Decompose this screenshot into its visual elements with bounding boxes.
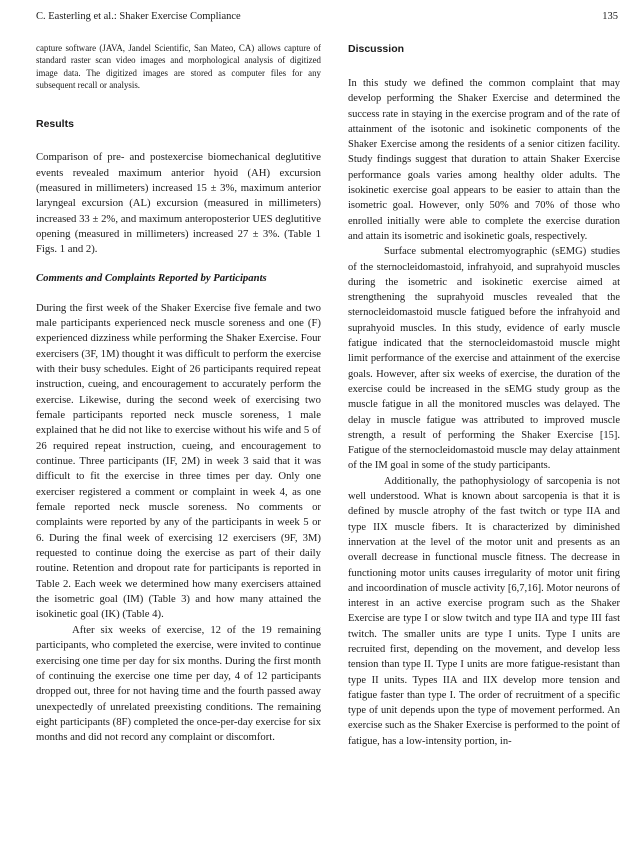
running-head (36, 9, 618, 25)
discussion-heading: Discussion (348, 43, 405, 55)
results-heading: Results (36, 118, 74, 131)
left-column (36, 42, 321, 853)
page-number: 135 (602, 11, 618, 22)
methods-continuation-paragraph: capture software (JAVA, Jandel Scientific, San Mateo, CA) allows capture of standard raster scan video images and morphological analysis of digitized image data. The digitized images are stored as computer files for any subsequent recall or analysis. (36, 43, 321, 90)
comments-subheading: Comments and Complaints Reported by Participants (36, 271, 267, 284)
discussion-paragraph-3: Additionally, the pathophysiology of sarcopenia is not well understood. What is known about sarcopenia is that it is defined by muscle atrophy of the fast twitch or type IIA and type IIX muscle fibers. It is characterized by diminished innervation at the level of the motor unit and presents as an overall decrease in functional muscle fitness. The decrease in functioning motor units causes irregularity of motor unit firing and incoordination of muscle activity [6,7,16]. Motor neurons of interest in an active exercise program such as the Shaker Exercise are type I or slow twitch and type IIA and type III fast twitch. The smaller units are type I units. Type I units are recruited first, depending on the movement, and develop less tension than type II. Type I units are more fatigue-resistant than type II units. Types IIA and IIX develop more tension and fatigue faster than type I. The order of recruitment of a specific type of unit depends upon the type of movement performed. An exercise such as the Shaker Exercise is performed to the point of fatigue, has a low-intensity portion, in- (348, 475, 620, 747)
continuation-paragraph: After six weeks of exercise, 12 of the 19 remaining participants, who completed the exercise, were invited to continue exercising one time per day for six months. During the first month of continuing the exercise one time per day, 4 of 12 participants dropped out, three for not having time and the fourth passed away unexpectedly of unrelated preexisting conditions. The remaining eight participants (8F) completed the once-per-day exercise for six months and did not record any complaint or discomfort. (36, 623, 321, 744)
discussion-paragraph-2: Surface submental electromyographic (sEMG) studies of the sternocleidomastoid, infrahyoid, and suprahyoid muscles during the isometric and isokinetic exercise aimed at strengthening the suprahyoid muscles revealed that the sternocleidomastoid muscle fatigued before the infrahyoid and suprahyoid muscles. In this study, evidence of early muscle fatigue indicated that the sternocleidomastoid muscle might limit performance of the exercise and attainment of the exercise goals. However, after six weeks of exercise, the duration of the exercise could be increased in the sEMG study group as the muscle fatigue in all the monitored muscles was delayed. The delay in muscle fatigue was attributed to improved muscle strength, a result of performing the Shaker Exercise [15]. Fatigue of the sternocleidomastoid muscle may delay attainment of the IM goal in some of the study participants. (348, 246, 620, 472)
results-paragraph: Comparison of pre- and postexercise biomechanical deglutitive events revealed maximum anterior hyoid (AH) excursion (measured in millimeters) increased 15 ± 3%, maximum anterior laryngeal excursion (AL) excursion (measured in millimeters) increased 33 ± 2%, and maximum anteroposterior UES deglutitive opening (measured in millimeters) increased 27 ± 3%. (Table 1 Figs. 1 and 2). (36, 151, 321, 256)
discussion-paragraph-1: In this study we defined the common complaint that may develop performing the Shaker Exercise and determined the success rate in staying in the exercise program and of the rate of attainment of the isotonic and isokinetic components of the Shaker Exercise among the residents of a senior citizen facility. Study findings suggest that duration to attain Shaker Exercise performance goals varies among healthy older adults. The isokinetic exercise goal appears to be easier to attain than the isometric goal. However, only 50% and 70% of those who enrolled initially were able to complete the exercise duration and attain its isometric and isokinetic goals, respectively. (348, 78, 620, 242)
comments-paragraph: During the first week of the Shaker Exercise five female and two male participants experienced neck muscle soreness and one (F) experienced dizziness while performing the Shaker Exercise. Four exercisers (3F, 1M) thought it was difficult to perform the exercise with their busy schedules. Eight of 26 participants required repeat instruction, cueing, and encouragement to accurately perform the exercise. Likewise, during the second week of exercising two female participants reported neck muscle soreness, 1 male explained that he did not like to exercise without his wife and 5 of 26 required repeat instruction, cueing, and encouragement to continue. Three participants (IF, 2M) in week 3 said that it was difficult to fit the exercise in three times per day. Only one exerciser registered a comment or complaint in week 4, as one female reported neck muscle soreness. No comments or complaints were reported by any of the participants in week 5 or 6. During the final week of exercising 12 exercisers (9F, 3M) requested to continue doing the exercise as part of their daily routine. Retention and dropout rate for participants is reported in Table 2. Each week we determined how many exercisers attained the isometric goal (IM) (Table 3) and how many attained the isokinetic goal (IK) (Table 4). (36, 301, 321, 621)
running-title: C. Easterling et al.: Shaker Exercise Compliance (36, 11, 241, 22)
right-column (348, 42, 620, 853)
